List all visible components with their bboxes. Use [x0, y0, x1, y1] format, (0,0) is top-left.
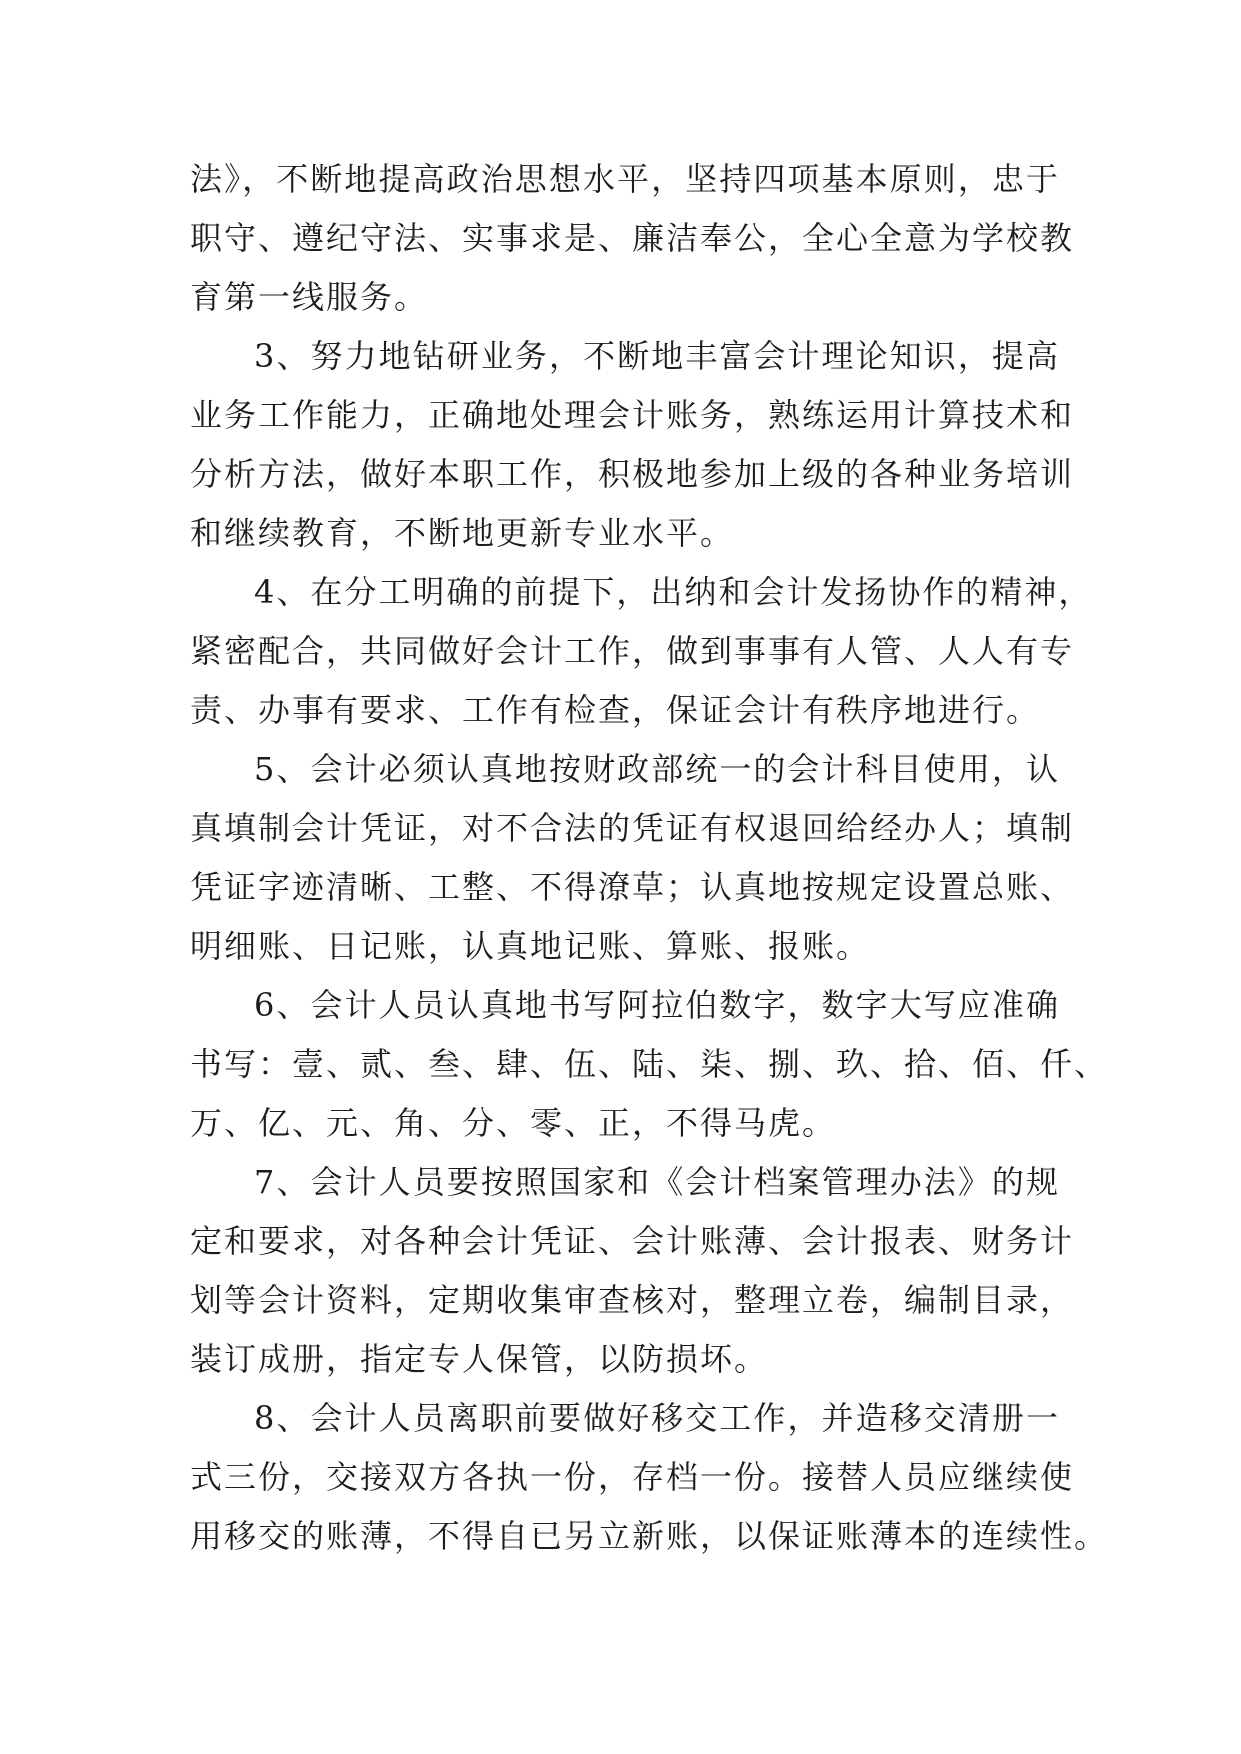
text-line: 书写：壹、贰、叁、肆、伍、陆、柒、捌、玖、拾、佰、仟、: [190, 1045, 1109, 1083]
text-line: 明细账、日记账，认真地记账、算账、报账。: [190, 927, 871, 965]
text-line: 责、办事有要求、工作有检查，保证会计有秩序地进行。: [190, 691, 1041, 729]
text-line: 装订成册，指定专人保管，以防损坏。: [190, 1340, 769, 1378]
text-line: 紧密配合，共同做好会计工作，做到事事有人管、人人有专: [190, 632, 1075, 670]
text-line: 真填制会计凭证，对不合法的凭证有权退回给经办人；填制: [190, 809, 1075, 847]
text-line: 划等会计资料，定期收集审查核对，整理立卷，编制目录，: [190, 1281, 1075, 1319]
paragraph-7-start: 7、会计人员要按照国家和《会计档案管理办法》的规: [254, 1163, 1060, 1201]
text-line: 式三份，交接双方各执一份，存档一份。接替人员应继续使: [190, 1458, 1075, 1496]
text-line: 定和要求，对各种会计凭证、会计账薄、会计报表、财务计: [190, 1222, 1075, 1260]
document-page: [190, 150, 1109, 1566]
text-line: 凭证字迹清晰、工整、不得潦草；认真地按规定设置总账、: [190, 868, 1075, 906]
text-line: 分析方法，做好本职工作，积极地参加上级的各种业务培训: [190, 455, 1075, 493]
text-line: 万、亿、元、角、分、零、正，不得马虎。: [190, 1104, 837, 1142]
text-line: 和继续教育，不断地更新专业水平。: [190, 514, 735, 552]
paragraph-6-start: 6、会计人员认真地书写阿拉伯数字，数字大写应准确: [254, 986, 1060, 1024]
paragraph-8-start: 8、会计人员离职前要做好移交工作，并造移交清册一: [254, 1399, 1060, 1437]
paragraph-5-start: 5、会计必须认真地按财政部统一的会计科目使用，认: [254, 750, 1060, 788]
text-line: 职守、遵纪守法、实事求是、廉洁奉公，全心全意为学校教: [190, 219, 1075, 257]
text-line: 育第一线服务。: [190, 278, 429, 316]
paragraph-3-start: 3、努力地钻研业务，不断地丰富会计理论知识，提高: [254, 337, 1060, 375]
text-line: 业务工作能力，正确地处理会计账务，熟练运用计算技术和: [190, 396, 1075, 434]
paragraph-4-start: 4、在分工明确的前提下，出纳和会计发扬协作的精神，: [254, 573, 1093, 611]
text-line: 法》，不断地提高政治思想水平，坚持四项基本原则，忠于: [190, 160, 1060, 198]
text-line: 用移交的账薄，不得自已另立新账，以保证账薄本的连续性。: [190, 1517, 1109, 1555]
